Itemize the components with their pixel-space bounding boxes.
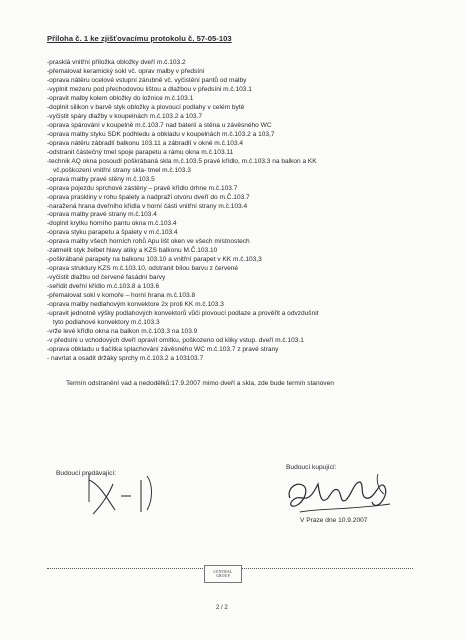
central-group-logo: CENTRAL GROUP — [204, 565, 242, 583]
defect-item: -vyčistit spáry dlažby v koupelnách m.č.103.2 a 103.7 — [47, 112, 203, 120]
defect-item: - navrtat a osadit držáky sprchy m.č.103.2 a 103103.7 — [47, 354, 204, 362]
page-number: 2 / 2 — [216, 605, 228, 611]
defect-item: -oprava malby pravé strany m.č.103.4 — [47, 211, 157, 219]
defect-item: -prasklá vnitřní příložka obložky dveří m.č.103.2 — [47, 59, 186, 66]
buyer-label: Budoucí kupující: — [286, 464, 337, 471]
defect-item: tyto podlahové konvektory m.č.103.3 — [53, 319, 160, 327]
defect-item: -odstranit částečný tmel spoje parapetu a rámu okna m.č.103.11 — [47, 148, 234, 156]
defect-item: -vyplnit mezeru pod přechodovou lištou a dlažbou v předsíni m.č.103.1 — [47, 85, 252, 93]
defect-list — [47, 59, 447, 364]
document-title: Příloha č. 1 ke zjišťovacímu protokolu č. 57-05-103 — [47, 34, 232, 43]
defect-item: -oprava nátěru zábradlí balkonu 103.11 a zábradlí v okně m.č.103.4 — [47, 139, 244, 147]
seller-label: Budoucí prodávající: — [56, 470, 117, 477]
defect-item: -opravit malby kolem obložky do ložnice m.č.103.1 — [47, 94, 194, 102]
defect-item: -oprava malby nedlahovým konvektore 2x proti KK m.č.103.3 — [47, 301, 224, 309]
defect-item: -doplnit silikon v barvě styk obložky a plovoucí podlahy v celém bytě — [47, 103, 245, 111]
defect-item: -oprava malby všech horních rohů Apu lišt oken ve všech místnostech — [47, 238, 250, 246]
defect-item: -oprava nátěru ocelové vstupní zárubně vč. vyčistění pantů od malby — [47, 76, 247, 84]
defect-item: -oprava struktury KZS m.č.103.10, odstranit bílou barvu z červené — [47, 265, 239, 273]
defect-item: -v předsíni u vchodových dveří opravit omítku, poškozeno od kliky vstup. dveří m.č.103.1 — [47, 337, 304, 345]
defect-item: -zatmelit styk želbet hlavy atiky a KZS balkonu M.Č.103.10 — [47, 247, 218, 255]
defect-item: vč.poškození vnitřní strany skla- tmel m.č.103.3 — [53, 166, 191, 174]
defect-item: -vrže levé křídlo okna na balkon m.č.103.3 na 103.9 — [47, 328, 198, 336]
defect-item: -oprava prasklinу v rohu špalety a nadpraží otvoru dveří do m.Č.103.7 — [47, 193, 250, 201]
defect-item: -oprava styku parapetu a špalety v m.č.103.4 — [47, 229, 178, 237]
defect-item: -oprava spárování v koupelně m.č.103.7 nad baterií a stěna u závěsného WC — [47, 121, 272, 129]
deadline-note: Termín odstranění vad a nedodělků:17.9.2007 mimo dveří a skla, zde bude termín stanoven — [66, 380, 334, 387]
defect-item: -naražená hrana dveřního křídla v horní části vnitřní strany m.č.103.4 — [47, 202, 248, 210]
seller-signature — [85, 470, 175, 520]
defect-item: -upravit jednotně výšky podlahových konvektorů vůči plovoucí podlaze a prověřit a odvzdušnit — [47, 310, 319, 318]
defect-item: -doplnit krytku horního pantu okna m.č.103.4 — [47, 220, 177, 228]
defect-item: -oprava pojezdu sprchové zástěny – pravé křídlo drhne m.č.103.7 — [47, 184, 238, 192]
defect-item: -oprava malby styku SDK podhledu a obkladu v koupelnách m.č.103.2 a 103,7 — [47, 130, 275, 138]
defect-item: -oprava malby pravé stěny m.č.103.5 — [47, 175, 155, 183]
defect-item: -oprava obkladu u tlačítka splachování závěsného WC m.č.103.7 z pravé strany — [47, 346, 279, 353]
buyer-signature — [280, 468, 400, 522]
defect-item: -technik AQ okna posoudí poškrábaná skla m.č.103.5 pravé křídlo, m.č.103.3 na balkon a KK — [47, 157, 317, 165]
defect-item: -seřídit dveřní křídlo m.č.103.8 a 103.6 — [47, 283, 160, 291]
defect-item: -přemalovat keramický sokl vč. oprav malby v předsíni — [47, 67, 205, 75]
defect-item: -přemalovat sokl v komoře – horní hrana m.č.103.8 — [47, 292, 196, 300]
defect-item: -vyčistit dlažbu od červené fasádní barvy — [47, 274, 166, 282]
place-date: V Praze dne 10.9.2007 — [300, 517, 368, 524]
defect-item: -poškrábané parapety na balkonu 103.10 a vnitřní parapet v KK m.č.103,3 — [47, 256, 262, 264]
